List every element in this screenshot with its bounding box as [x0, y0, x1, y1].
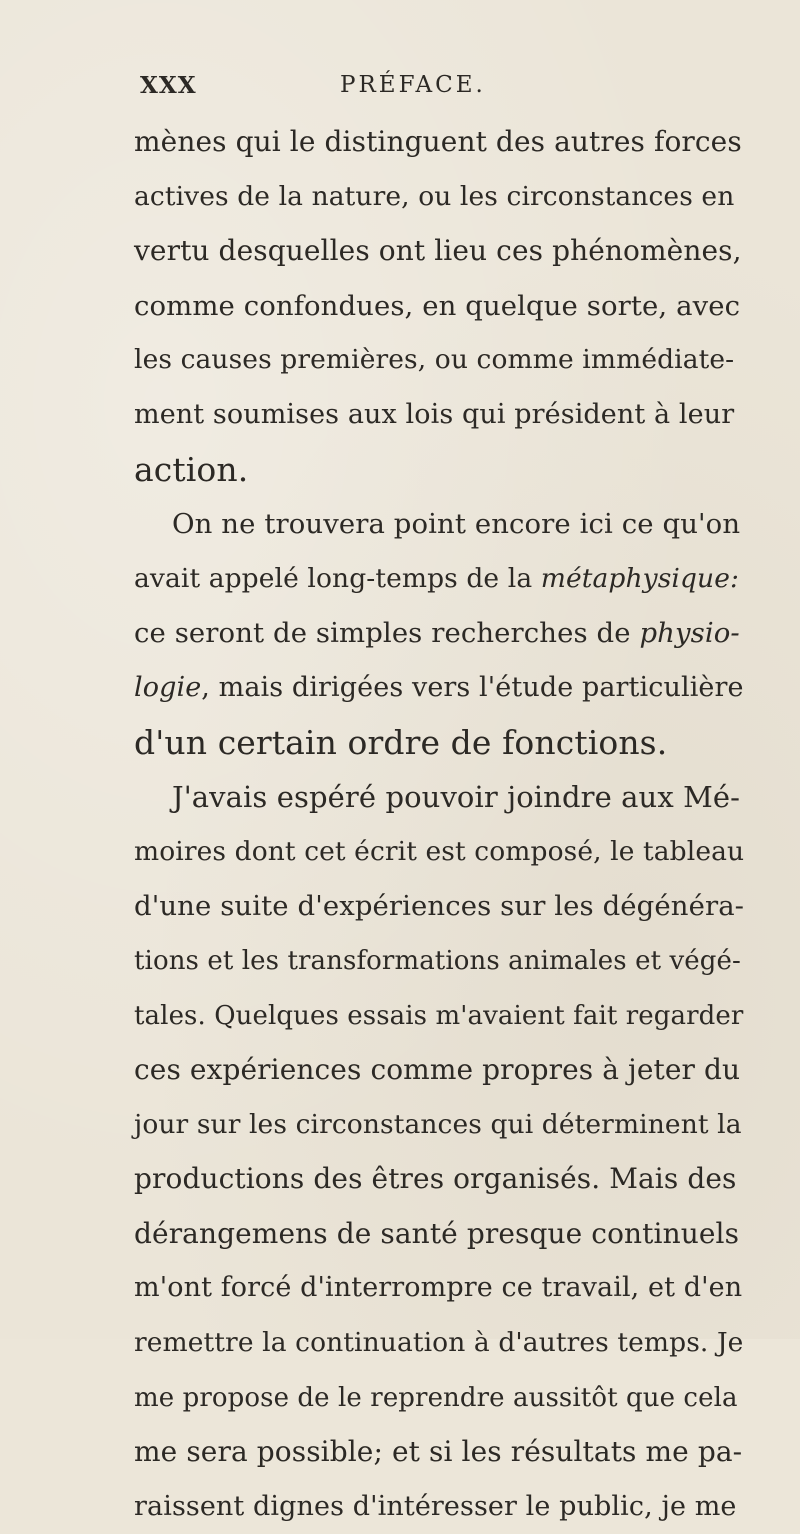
italic-term-physiologie-end: logie: [134, 671, 202, 703]
text-run: , mais dirigées vers l'étude particulière: [201, 671, 744, 703]
italic-term-physiologie-start: physio-: [639, 617, 740, 650]
text-line: actives de la nature, ou les circonstances en: [134, 180, 735, 212]
page-number: XXX: [140, 72, 197, 99]
text-line: [134, 606, 744, 661]
text-run: avait appelé long-temps de la: [134, 562, 541, 594]
text-line: tales. Quelques essais m'avaient fait regarder: [134, 1000, 744, 1031]
text-line: jour sur les circonstances qui déterminent la: [134, 1108, 742, 1140]
text-line: [134, 552, 744, 607]
body-text: [134, 115, 744, 1534]
text-line: productions des êtres organisés. Mais des: [134, 1162, 737, 1196]
text-run: ce seront de simples recherches de: [134, 617, 640, 650]
paragraph-start-line: J'avais espéré pouvoir joindre aux Mé-: [172, 780, 741, 815]
text-line: [134, 661, 744, 716]
italic-term-metaphysique: métaphysique:: [540, 562, 740, 594]
text-line: me sera possible; et si les résultats me pa-: [134, 1435, 743, 1469]
text-line: me propose de le reprendre aussitôt que cela: [134, 1382, 738, 1413]
text-line: moires dont cet écrit est composé, le tableau: [134, 835, 745, 867]
text-line: raissent dignes d'intéresser le public, je me: [134, 1490, 737, 1522]
text-line: remettre la continuation à d'autres temps. Je: [134, 1327, 744, 1359]
text-line: tions et les transformations animales et végé-: [134, 945, 741, 976]
text-line: d'une suite d'expériences sur les dégénéra-: [134, 890, 745, 923]
text-line: m'ont forcé d'interrompre ce travail, et d'en: [134, 1272, 743, 1304]
text-line: action.: [134, 449, 249, 489]
text-line: comme confondues, en quelque sorte, avec: [134, 289, 741, 322]
text-line: d'un certain ordre de fonctions.: [134, 722, 668, 762]
running-head: [140, 72, 740, 112]
text-line: dérangemens de santé presque continuels: [134, 1216, 740, 1250]
text-line: mènes qui le distinguent des autres forces: [134, 125, 742, 158]
running-title: PRÉFACE.: [340, 72, 486, 98]
text-line: les causes premières, ou comme immédiate-: [134, 344, 735, 376]
paragraph-start-line: On ne trouvera point encore ici ce qu'on: [172, 508, 741, 541]
text-line: vertu desquelles ont lieu ces phénomènes,: [134, 234, 742, 268]
text-line: ment soumises aux lois qui président à leur: [134, 398, 735, 430]
text-line: ces expériences comme propres à jeter du: [134, 1053, 741, 1087]
